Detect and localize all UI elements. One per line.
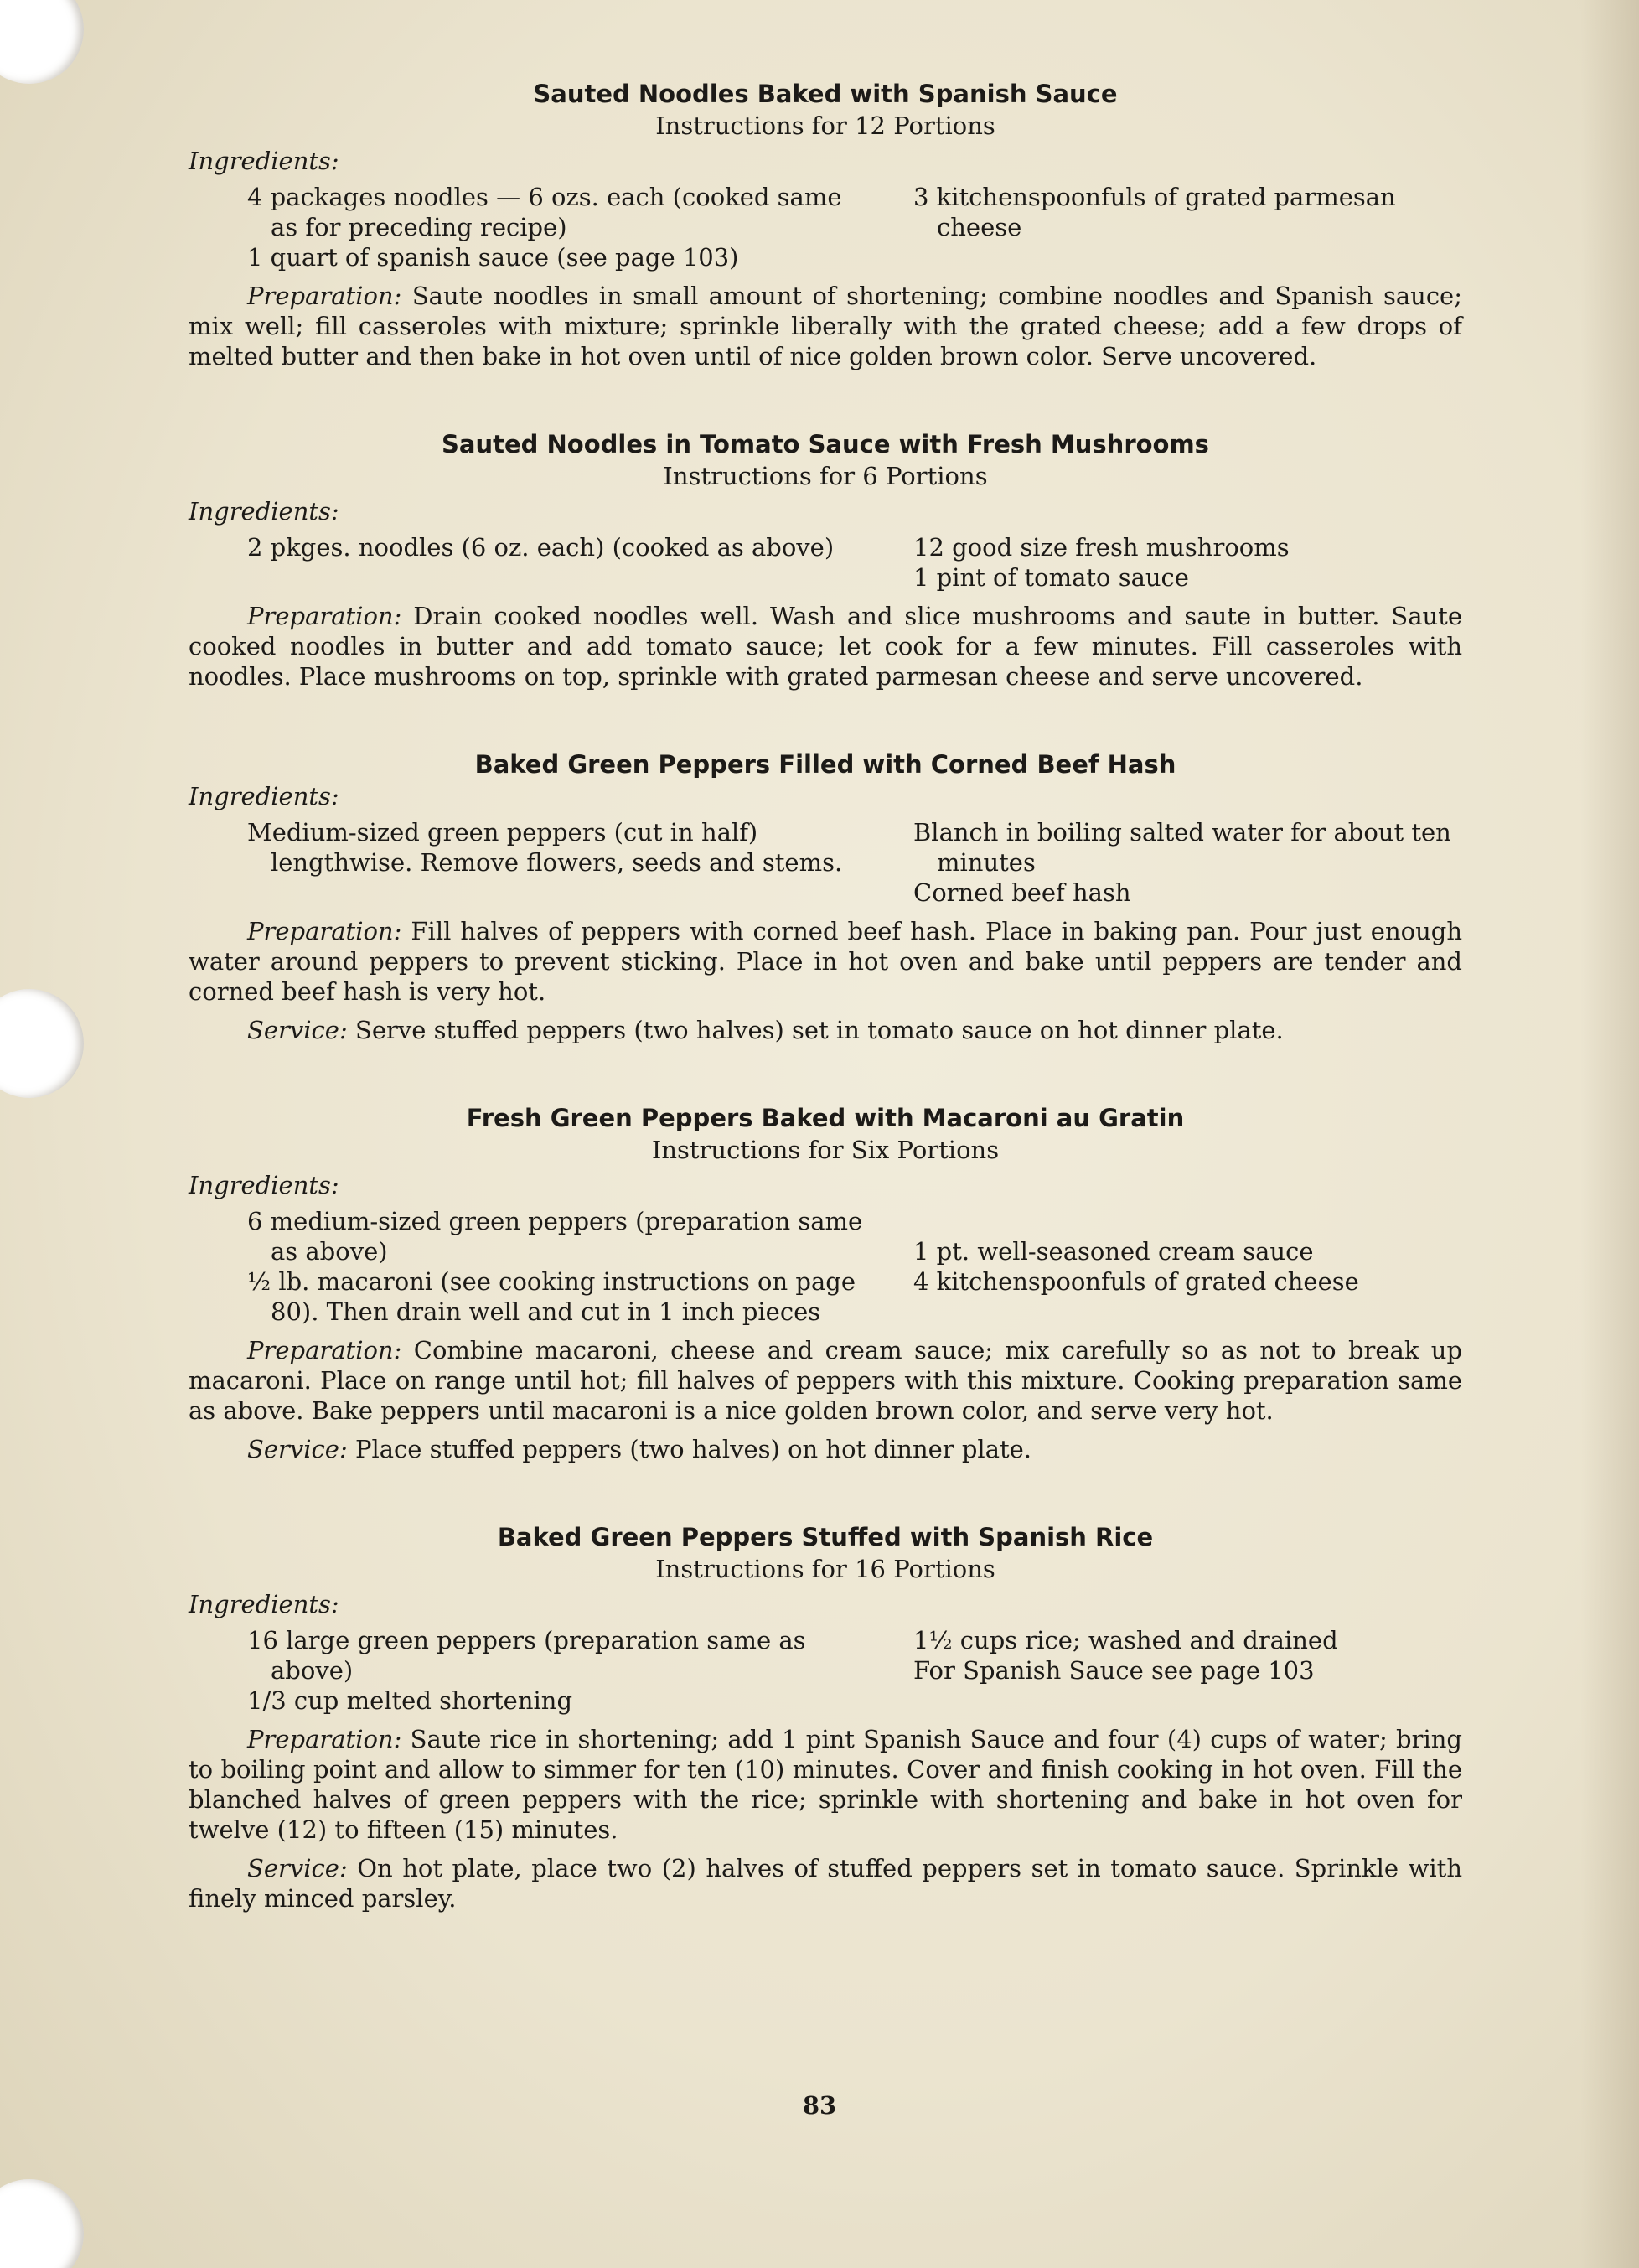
recipe-portions: Instructions for 12 Portions bbox=[655, 111, 995, 140]
recipe-portions: Instructions for 6 Portions bbox=[663, 462, 988, 490]
ingredients-left-column bbox=[247, 532, 876, 593]
ingredient-item: 1 quart of spanish sauce (see page 103) bbox=[247, 243, 739, 272]
preparation-label: Preparation: bbox=[247, 1725, 402, 1753]
service-text: On hot plate, place two (2) halves of stuffed peppers set in tomato sauce. Sprinkle with finely minced parsley. bbox=[189, 1854, 1463, 1913]
recipe-list bbox=[189, 80, 1462, 1972]
ingredients-right-column bbox=[913, 1206, 1483, 1327]
recipe-section bbox=[189, 1104, 1462, 1464]
ingredients-left-column bbox=[247, 182, 876, 272]
ingredient-item: 1 pt. well-seasoned cream sauce bbox=[913, 1237, 1314, 1266]
ingredients-grid bbox=[247, 1625, 1462, 1716]
ingredients-label: Ingredients: bbox=[189, 782, 339, 810]
ingredient-item: 2 pkges. noodles (6 oz. each) (cooked as above) bbox=[247, 533, 835, 562]
page-edge-shadow bbox=[1580, 0, 1639, 2268]
preparation-paragraph bbox=[189, 281, 1462, 371]
binder-hole-middle bbox=[0, 989, 84, 1098]
service-text: Serve stuffed peppers (two halves) set in tomato sauce on hot dinner plate. bbox=[354, 1016, 1284, 1044]
service-label: Service: bbox=[247, 1435, 348, 1463]
ingredient-item: 4 kitchenspoonfuls of grated cheese bbox=[913, 1267, 1359, 1296]
ingredient-item: ½ lb. macaroni (see cooking instructions on page 80). Then drain well and cut in 1 inch pieces bbox=[247, 1267, 856, 1326]
recipe-portions: Instructions for 16 Portions bbox=[655, 1555, 995, 1583]
ingredient-item: 1½ cups rice; washed and drained bbox=[913, 1626, 1338, 1654]
preparation-text: Saute rice in shortening; add 1 pint Spanish Sauce and four (4) cups of water; bring to boiling point and allow to simmer for ten (10) minutes. Cover and finish cooking in hot oven. Fill the blanched halves of green peppers with the rice; sprinkle with shortening and bake in hot oven for twelve (12) to fifteen (15) minutes. bbox=[189, 1725, 1462, 1844]
ingredient-item: 1 pint of tomato sauce bbox=[913, 563, 1189, 592]
preparation-label: Preparation: bbox=[247, 1336, 402, 1364]
ingredients-label: Ingredients: bbox=[189, 497, 339, 526]
recipe-section bbox=[189, 1523, 1462, 1913]
ingredient-item: 1/3 cup melted shortening bbox=[247, 1686, 573, 1715]
ingredients-grid bbox=[247, 182, 1462, 272]
preparation-label: Preparation: bbox=[247, 282, 402, 310]
ingredients-label: Ingredients: bbox=[189, 1590, 339, 1618]
ingredients-left-column bbox=[247, 1625, 876, 1716]
preparation-label: Preparation: bbox=[247, 917, 402, 945]
service-label: Service: bbox=[247, 1854, 348, 1882]
recipe-title: Fresh Green Peppers Baked with Macaroni au Gratin bbox=[466, 1104, 1185, 1132]
ingredients-label: Ingredients: bbox=[189, 147, 339, 175]
ingredients-grid bbox=[247, 1206, 1462, 1327]
ingredients-right-column bbox=[913, 532, 1483, 593]
ingredients-right-column bbox=[913, 1625, 1483, 1716]
preparation-paragraph bbox=[189, 601, 1462, 691]
ingredients-right-column bbox=[913, 817, 1483, 908]
ingredient-item: Corned beef hash bbox=[913, 878, 1131, 907]
recipe-title: Sauted Noodles Baked with Spanish Sauce bbox=[533, 80, 1118, 108]
ingredient-item: 12 good size fresh mushrooms bbox=[913, 533, 1290, 562]
ingredient-item: Medium-sized green peppers (cut in half) lengthwise. Remove flowers, seeds and stems. bbox=[247, 818, 843, 877]
page-number: 83 bbox=[802, 2091, 837, 2120]
ingredients-grid bbox=[247, 532, 1462, 593]
ingredients-left-column bbox=[247, 1206, 876, 1327]
recipe-section bbox=[189, 750, 1462, 1045]
ingredient-item: 3 kitchenspoonfuls of grated parmesan cheese bbox=[913, 183, 1396, 241]
ingredient-item: 16 large green peppers (preparation same as above) bbox=[247, 1626, 806, 1685]
ingredients-left-column bbox=[247, 817, 876, 908]
ingredients-label: Ingredients: bbox=[189, 1171, 339, 1199]
service-paragraph bbox=[189, 1015, 1462, 1045]
preparation-paragraph bbox=[189, 1335, 1462, 1426]
ingredients-grid bbox=[247, 817, 1462, 908]
ingredient-item: Blanch in boiling salted water for about ten minutes bbox=[913, 818, 1451, 877]
recipe-portions: Instructions for Six Portions bbox=[651, 1136, 1000, 1164]
ingredients-right-column bbox=[913, 182, 1483, 272]
recipe-title: Sauted Noodles in Tomato Sauce with Fresh Mushrooms bbox=[442, 430, 1209, 458]
recipe-title: Baked Green Peppers Stuffed with Spanish Rice bbox=[497, 1523, 1154, 1551]
preparation-text: Drain cooked noodles well. Wash and slice mushrooms and saute in butter. Saute cooked noodles in butter and add tomato sauce; let cook for a few minutes. Fill casseroles with noodles. Place mushrooms on top, sprinkle with grated parmesan cheese and serve uncovered. bbox=[189, 602, 1462, 691]
ingredient-item: For Spanish Sauce see page 103 bbox=[913, 1656, 1315, 1685]
binder-hole-bottom bbox=[0, 2179, 84, 2268]
recipe-section bbox=[189, 430, 1462, 691]
service-paragraph bbox=[189, 1434, 1462, 1464]
ingredient-item: 6 medium-sized green peppers (preparation same as above) bbox=[247, 1207, 863, 1266]
recipe-title: Baked Green Peppers Filled with Corned Beef Hash bbox=[474, 750, 1176, 779]
preparation-text: Combine macaroni, cheese and cream sauce; mix carefully so as not to break up macaroni. Place on range until hot; fill halves of peppers with this mixture. Cooking preparation same as above. Bake peppers until macaroni is a nice golden brown color, and serve very hot. bbox=[189, 1336, 1463, 1425]
recipe-section bbox=[189, 80, 1462, 371]
preparation-text: Saute noodles in small amount of shortening; combine noodles and Spanish sauce; mix well; fill casseroles with mixture; sprinkle liberally with the grated cheese; add a few drops of melted butter and then bake in hot oven until of nice golden brown color. Serve uncovered. bbox=[189, 282, 1462, 370]
binder-hole-top bbox=[0, 0, 84, 84]
service-paragraph bbox=[189, 1853, 1462, 1913]
preparation-paragraph bbox=[189, 916, 1462, 1007]
service-text: Place stuffed peppers (two halves) on hot dinner plate. bbox=[354, 1435, 1032, 1463]
preparation-text: Fill halves of peppers with corned beef hash. Place in baking pan. Pour just enough water around peppers to prevent sticking. Place in hot oven and bake until peppers are tender and corned beef hash is very hot. bbox=[189, 917, 1462, 1006]
preparation-label: Preparation: bbox=[247, 602, 402, 630]
ingredient-item: 4 packages noodles — 6 ozs. each (cooked same as for preceding recipe) bbox=[247, 183, 842, 241]
preparation-paragraph bbox=[189, 1724, 1462, 1845]
service-label: Service: bbox=[247, 1016, 348, 1044]
